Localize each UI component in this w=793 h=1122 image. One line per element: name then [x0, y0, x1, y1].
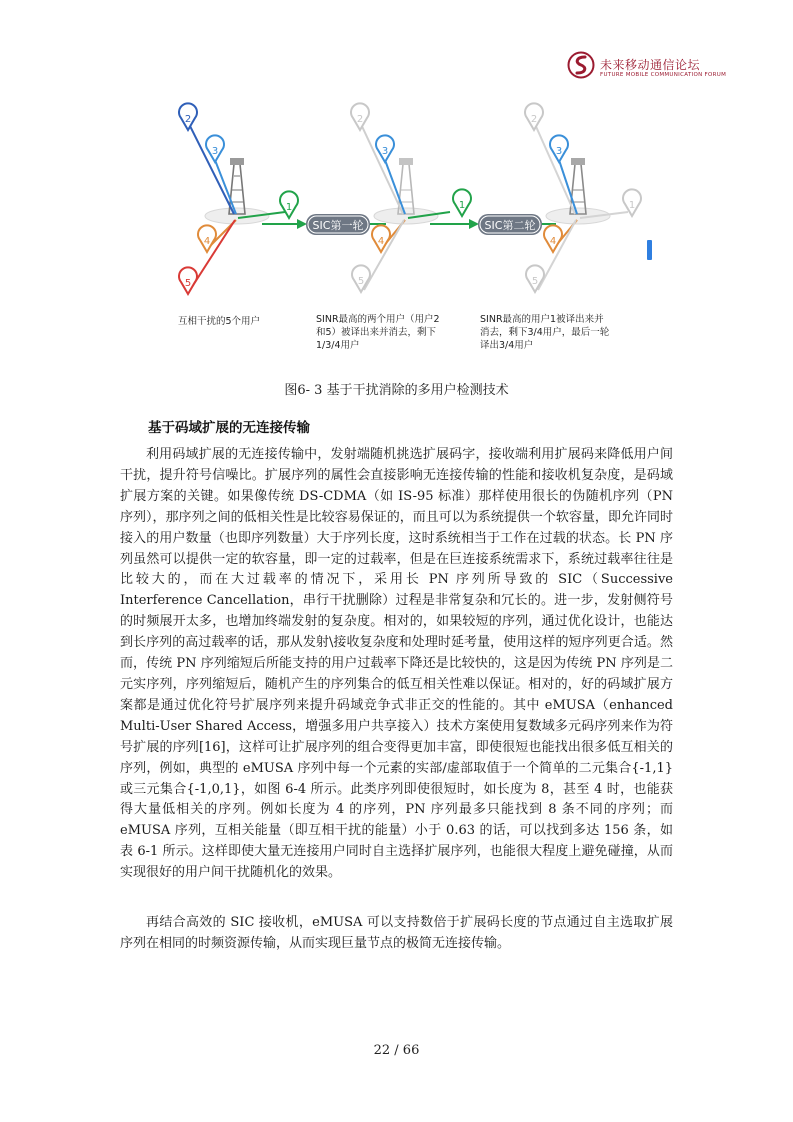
user-5-faded-marker — [526, 265, 544, 292]
svg-text:2: 2 — [356, 114, 364, 125]
stage-3-caption: SINR最高的用户1被译出来并 消去，剩下3/4用户，最后一轮 译出3/4用户 — [480, 314, 610, 351]
forum-logo — [566, 50, 786, 84]
svg-text:4: 4 — [549, 236, 557, 247]
base-station-tower-icon — [398, 158, 414, 214]
user-3-marker — [206, 135, 224, 162]
svg-text:2: 2 — [184, 114, 192, 125]
body-paragraph: 再结合高效的 SIC 接收机，eMUSA 可以支持数倍于扩展码长度的节点通过自主选取扩展序列在相同的时频资源传输，从而实现巨量节点的极简无连接传输。 — [120, 915, 673, 951]
stage-3 — [525, 103, 652, 292]
logo-chinese-name: 未来移动通信论坛 — [600, 58, 701, 72]
svg-text:SIC第一轮: SIC第一轮 — [312, 219, 364, 232]
svg-text:2: 2 — [530, 114, 538, 125]
stage-2 — [351, 103, 471, 292]
svg-text:3: 3 — [555, 146, 563, 157]
svg-text:3: 3 — [211, 146, 219, 157]
user-5-faded-marker — [352, 265, 370, 292]
svg-text:4: 4 — [203, 236, 211, 247]
svg-text:5: 5 — [531, 276, 539, 287]
svg-text:4: 4 — [377, 236, 385, 247]
svg-text:5: 5 — [357, 276, 365, 287]
user-3-marker — [376, 135, 394, 162]
base-station-tower-icon — [570, 158, 586, 214]
body-paragraph: 利用码域扩展的无连接传输中，发射端随机挑选扩展码字，接收端利用扩展码来降低用户间干扰，提升符号信噪比。扩展序列的属性会直接影响无连接传输的性能和接收机复杂度，是码域扩展方案的关键。如果像传统 DS-CDMA（如 IS-95 标准）那样使用很长的伪随机序列（PN 序列），那序列之间的低相关性是比较容易保证的，而且可以为系统提供一个软容量，即允许同时接入的用户数量（也即序列数量）大于序列长度，这时系统相当于工作在过载的状态。长 PN 序列虽然可以提供一定的软容量，即一定的过载率，但是在巨连接系统需求下，系统过载率往往是比较大的，而在大过载率的情况下，采用长 PN 序列所导致的 SIC（Successive Interference Cancellation，串行干扰删除）过程是非常复杂和冗长的。进一步，发射侧符号的时频展开太多，也增加终端发射的复杂度。相对的，如果较短的序列，通过优化设计，也能达到长序列的高过载率的话，那从发射\接收复杂度和处理时延考量，使用这样的短序列更合适。然而，传统 PN 序列缩短后所能支持的用户过载率下降还是比较快的，这是因为传统 PN 序列是二元实序列，序列缩短后，随机产生的序列集合的低互相关性难以保证。相对的，好的码域扩展方案都是通过优化符号扩展序列来提升码域竞争式非正交的性能的。其中 eMUSA（enhanced Multi-User Shared Access，增强多用户共享接入）技术方案使用复数域多元码序列来作为符号扩展的序列[16]，这样可让扩展序列的组合变得更加丰富，即使很短也能找出很多低互相关的序列，例如，典型的 eMUSA 序列中每一个元素的实部/虚部取值于一个简单的二元集合{-1,1}或三元集合{-1,0,1}，如图 6-4 所示。此类序列即使很短时，如长度为 8，甚至 4 时，也能获得大量低相关的序列。例如长度为 4 的序列，PN 序列最多只能找到 8 条不同的序列；而 eMUSA 序列，互相关能量（即互相干扰的能量）小于 0.63 的话，可以找到多达 156 条，如表 6-1 所示。这样即使大量无连接用户同时自主选择扩展序列，也能很大程度上避免碰撞，从而实现很好的用户间干扰随机化的效果。 — [120, 447, 673, 881]
user-1-marker — [453, 189, 471, 216]
figure-caption: 图6- 3 基于干扰消除的多用户检测技术 — [284, 383, 509, 398]
forum-logo-icon — [566, 50, 596, 80]
svg-text:1: 1 — [458, 200, 466, 211]
cursor-indicator — [647, 240, 652, 260]
sic-multiuser-detection-figure — [150, 100, 670, 362]
base-station-tower-icon — [229, 158, 245, 214]
svg-text:3: 3 — [381, 146, 389, 157]
stage-2-caption: SINR最高的两个用户（用户2 和5）被译出来并消去，剩下 1/3/4用户 — [316, 314, 440, 351]
logo-english-name: FUTURE MOBILE COMMUNICATION FORUM — [600, 72, 727, 78]
user-4-marker — [544, 225, 562, 252]
user-1-marker — [280, 191, 298, 218]
sic-round-2-box — [478, 214, 542, 235]
user-2-faded-marker — [525, 103, 543, 130]
user-4-marker — [198, 225, 216, 252]
section-heading: 基于码域扩展的无连接传输 — [148, 420, 310, 436]
stage-1 — [179, 103, 298, 294]
sic-round-1-box — [306, 214, 370, 235]
svg-text:5: 5 — [184, 278, 192, 289]
user-3-marker — [550, 135, 568, 162]
page-number: 22 / 66 — [373, 1043, 420, 1058]
user-2-marker — [179, 103, 197, 130]
svg-text:1: 1 — [285, 202, 293, 213]
user-2-faded-marker — [351, 103, 369, 130]
stage-1-caption: 互相干扰的5个用户 — [178, 316, 261, 327]
user-5-marker — [179, 267, 197, 294]
svg-text:1: 1 — [628, 200, 636, 211]
svg-text:SIC第二轮: SIC第二轮 — [484, 219, 536, 232]
